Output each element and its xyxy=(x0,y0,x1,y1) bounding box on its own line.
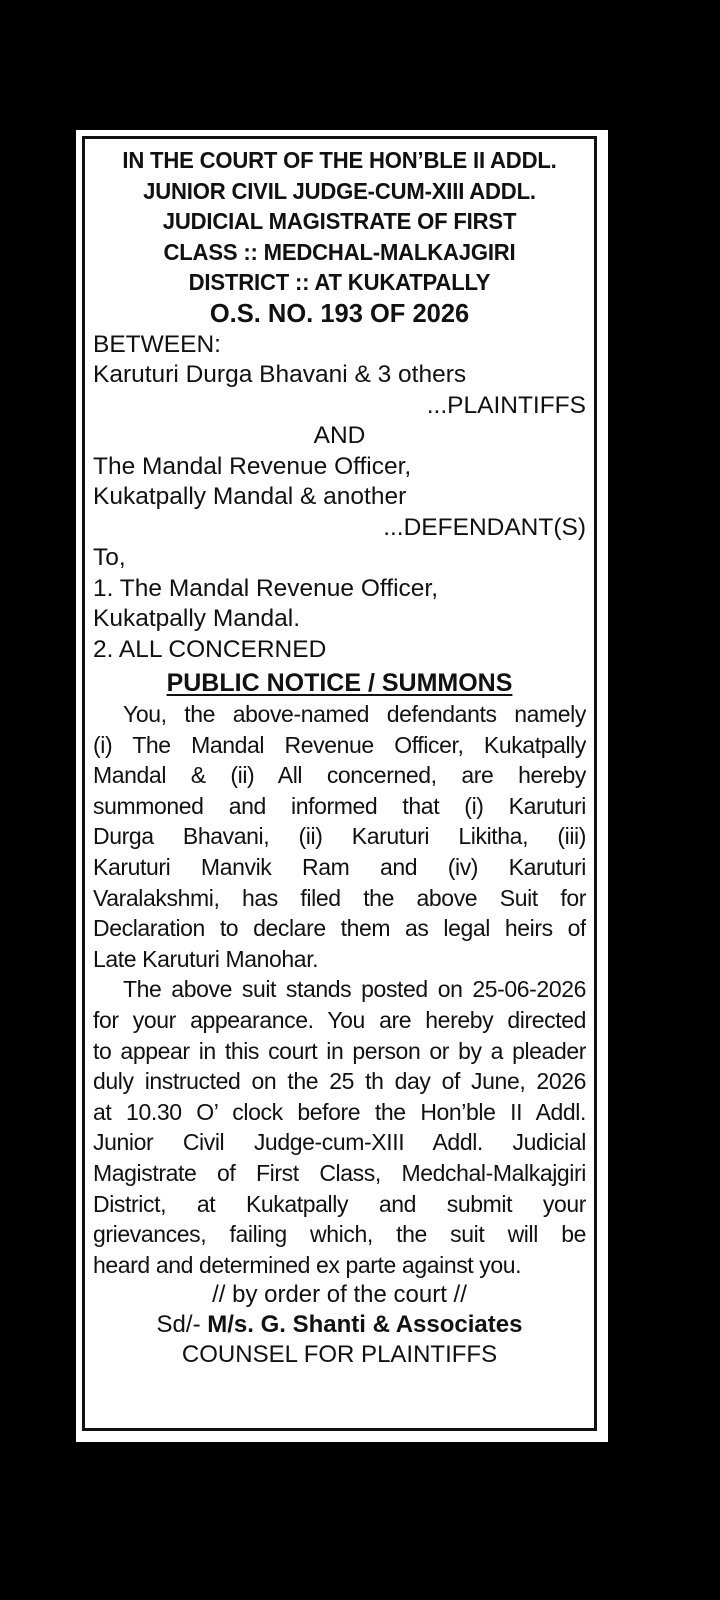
paragraph-line: The above suit stands posted on 25-06-2026 xyxy=(123,976,586,1003)
paragraph-line: for your appearance. You are hereby directed xyxy=(93,1006,586,1033)
court-heading xyxy=(108,145,571,298)
between-label: BETWEEN: xyxy=(93,330,221,358)
paragraph-line: duly instructed on the 25 th day of June, 2026 xyxy=(93,1068,586,1095)
counsel-signature xyxy=(93,1310,586,1340)
paragraph-line: to appear in this court in person or by a pleader xyxy=(93,1037,586,1064)
to-label: To, xyxy=(93,544,126,571)
paragraph-line: (i) The Mandal Revenue Officer, Kukatpally xyxy=(93,731,586,758)
paragraph-line: Varalakshmi, has filed the above Suit for xyxy=(93,884,586,911)
defendant-name-line: The Mandal Revenue Officer, xyxy=(93,452,412,480)
case-number: O.S. NO. 193 OF 2026 xyxy=(209,299,470,328)
paragraph-line: Magistrate of First Class, Medchal-Malkajgiri xyxy=(93,1159,586,1186)
court-heading-line: DISTRICT :: AT KUKATPALLY xyxy=(188,269,491,295)
signoff xyxy=(93,1280,586,1370)
plaintiffs-name: Karuturi Durga Bhavani & 3 others xyxy=(93,361,467,388)
defendants-role: ...DEFENDANT(S) xyxy=(383,513,586,541)
notice-paragraph-1 xyxy=(93,699,586,974)
addressee-item: Kukatpally Mandal. xyxy=(93,605,301,632)
paragraph-line: grievances, failing which, the suit will be xyxy=(93,1221,586,1248)
court-heading-line: JUDICIAL MAGISTRATE OF FIRST xyxy=(162,208,517,234)
addressee-item: 1. The Mandal Revenue Officer, xyxy=(93,574,439,602)
counsel-name: M/s. G. Shanti & Associates xyxy=(207,1311,523,1339)
addressee-item: 2. ALL CONCERNED xyxy=(93,635,327,663)
paragraph-line: Declaration to declare them as legal heirs of xyxy=(93,915,586,942)
court-heading-line: JUNIOR CIVIL JUDGE-CUM-XIII ADDL. xyxy=(143,177,536,204)
paragraph-line: summoned and informed that (i) Karuturi xyxy=(93,792,586,819)
court-heading-line: IN THE COURT OF THE HON’BLE II ADDL. xyxy=(122,147,557,173)
paragraph-line: Durga Bhavani, (ii) Karuturi Likitha, (iii) xyxy=(93,823,586,850)
paragraph-line: You, the above-named defendants namely xyxy=(123,701,586,727)
paragraph-line: Karuturi Manvik Ram and (iv) Karuturi xyxy=(93,853,586,880)
plaintiffs-role: ...PLAINTIFFS xyxy=(426,391,586,419)
paragraph-line: Late Karuturi Manohar. xyxy=(93,945,319,972)
counsel-role: COUNSEL FOR PLAINTIFFS xyxy=(181,1341,498,1369)
paragraph-line: Junior Civil Judge-cum-XIII Addl. Judicial xyxy=(93,1129,586,1156)
paragraph-line: heard and determined ex parte against you. xyxy=(93,1251,522,1278)
paragraph-line: at 10.30 O’ clock before the Hon’ble II Addl. xyxy=(93,1098,586,1125)
order-line: // by order of the court // xyxy=(212,1281,467,1309)
notice-title: PUBLIC NOTICE / SUMMONS xyxy=(166,669,513,697)
and-label: AND xyxy=(313,422,366,449)
court-heading-line: CLASS :: MEDCHAL-MALKAJGIRI xyxy=(163,238,516,265)
notice-frame xyxy=(82,136,597,1431)
paragraph-line: District, at Kukatpally and submit your xyxy=(93,1190,586,1217)
notice-paragraph-2 xyxy=(93,974,586,1280)
paragraph-line: Mandal & (ii) All concerned, are hereby xyxy=(93,762,586,789)
sd-prefix: Sd/- xyxy=(156,1311,208,1339)
defendant-name-line: Kukatpally Mandal & another xyxy=(93,483,407,510)
